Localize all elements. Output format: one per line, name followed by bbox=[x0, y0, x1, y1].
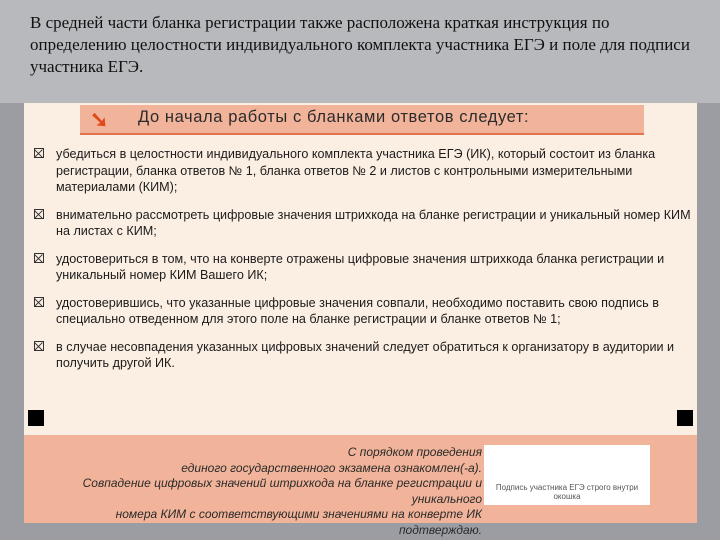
consent-line: Совпадение цифровых значений штрихкода на бланке регистрации и уникального bbox=[82, 476, 482, 506]
signature-label: Подпись участника ЕГЭ строго внутри окошка bbox=[495, 483, 639, 501]
list-item-text: убедиться в целостности индивидуального комплекта участника ЕГЭ (ИК), который состоит из бланка регистрации, бланка ответов № 1, бланка ответов № 2 и листов с контрольными измерительными материалами (КИМ); bbox=[56, 147, 656, 194]
alignment-marker-left bbox=[28, 410, 44, 426]
list-item bbox=[34, 339, 694, 372]
instruction-list bbox=[34, 146, 694, 383]
list-item-text: в случае несовпадения указанных цифровых значений следует обратиться к организатору в аудитории и получить другой ИК. bbox=[56, 339, 675, 370]
registration-form-excerpt bbox=[24, 103, 697, 537]
consent-section bbox=[24, 435, 697, 537]
list-item-text: удостоверившись, что указанные цифровые значения совпали, необходимо поставить свою подпись в специально отведенном для этого поле на бланке регистрации и бланке ответов № 1; bbox=[56, 295, 659, 326]
checkbox-icon bbox=[34, 341, 44, 351]
list-item-text: внимательно рассмотреть цифровые значения штрихкода на бланке регистрации и уникальный номер КИМ на листах с КИМ; bbox=[56, 207, 691, 238]
arrow-icon: ➘ bbox=[90, 107, 109, 132]
checkbox-icon bbox=[34, 148, 44, 158]
list-item bbox=[34, 146, 694, 196]
alignment-marker-right bbox=[677, 410, 693, 426]
slide-caption: В средней части бланка регистрации также расположена краткая инструкция по определению целостности индивидуального комплекта участника ЕГЭ и поле для подписи участника ЕГЭ. bbox=[30, 13, 690, 76]
banner-title: До начала работы с бланками ответов следует: bbox=[138, 108, 530, 126]
consent-line: единого государственного экзамена ознакомлен(-а). bbox=[181, 460, 482, 475]
consent-line: С порядком проведения bbox=[347, 445, 482, 459]
list-item bbox=[34, 251, 694, 284]
checkbox-icon bbox=[34, 253, 44, 263]
signature-field[interactable] bbox=[484, 445, 650, 505]
checkbox-icon bbox=[34, 209, 44, 219]
list-item bbox=[34, 295, 694, 328]
slide-header bbox=[0, 0, 720, 103]
consent-text bbox=[30, 445, 482, 538]
list-item-text: удостовериться в том, что на конверте отражены цифровые значения штрихкода бланка регистрации и уникальный номер КИМ Вашего ИК; bbox=[56, 251, 665, 282]
consent-line: номера КИМ с соответствующими значениями на конверте ИК подтверждаю. bbox=[115, 507, 482, 537]
list-item bbox=[34, 207, 694, 240]
instruction-banner bbox=[80, 105, 644, 135]
checkbox-icon bbox=[34, 297, 44, 307]
